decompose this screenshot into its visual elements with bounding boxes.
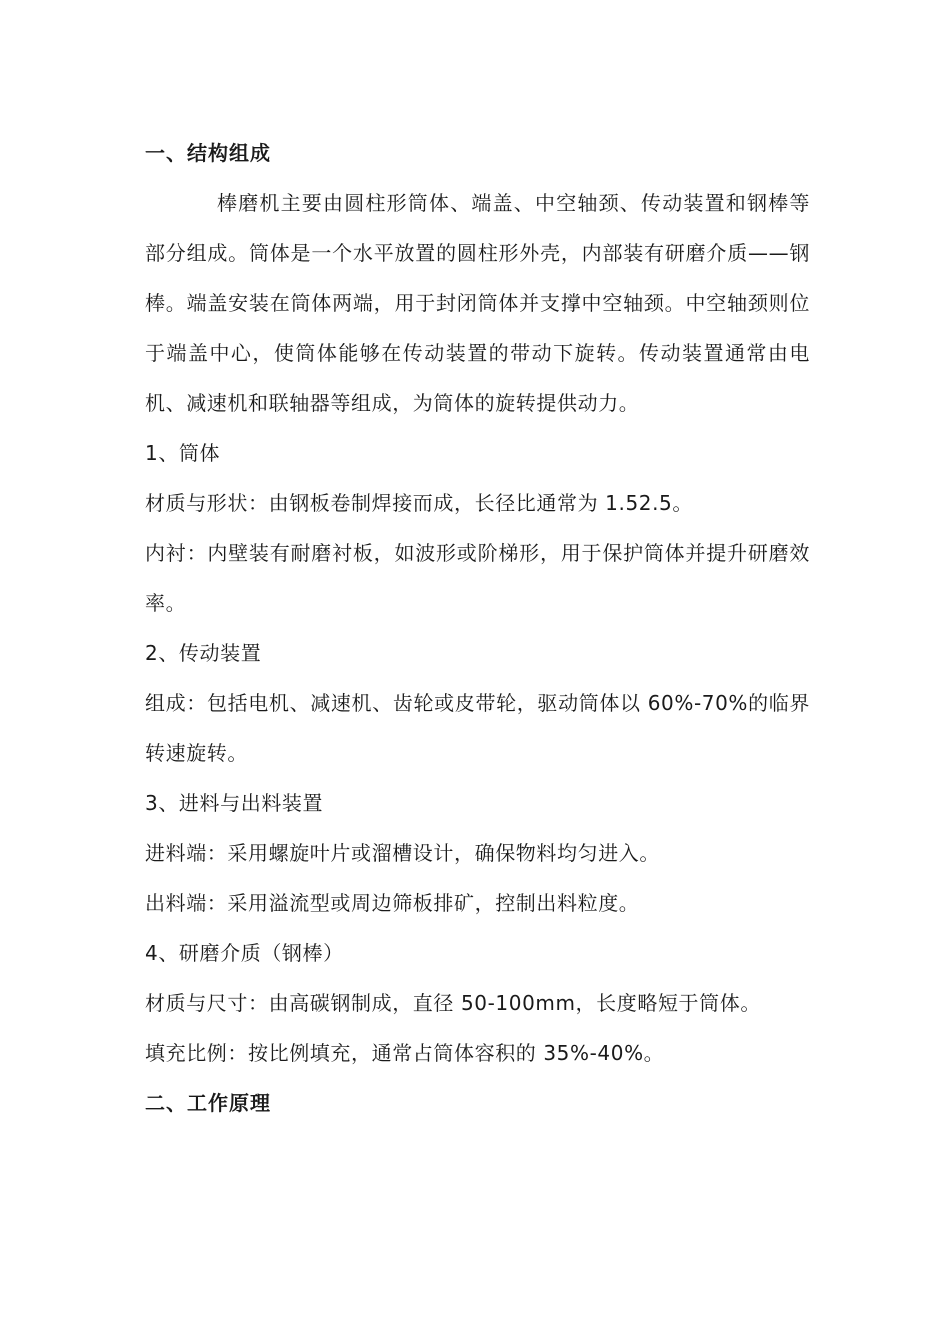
cylinder-lining-paragraph: 内衬：内壁装有耐磨衬板，如波形或阶梯形，用于保护筒体并提升研磨效率。	[145, 541, 810, 615]
intro-paragraph: 棒磨机主要由圆柱形筒体、端盖、中空轴颈、传动装置和钢棒等部分组成。筒体是一个水平放置的圆柱形外壳，内部装有研磨介质——钢棒。端盖安装在筒体两端，用于封闭筒体并支撑中空轴颈。中空轴颈则位于端盖中心，使筒体能够在传动装置的带动下旋转。传动装置通常由电机、减速机和联轴器等组成，为筒体的旋转提供动力。	[145, 191, 810, 415]
section-heading-working-principle: 二、工作原理	[145, 1091, 271, 1115]
subsection-title-drive: 2、传动装置	[145, 641, 262, 665]
feed-end-paragraph: 进料端：采用螺旋叶片或溜槽设计，确保物料均匀进入。	[145, 841, 660, 865]
drive-composition-paragraph: 组成：包括电机、减速机、齿轮或皮带轮，驱动筒体以 60%-70%的临界转速旋转。	[145, 691, 810, 765]
media-fill-ratio-paragraph: 填充比例：按比例填充，通常占筒体容积的 35%-40%。	[145, 1041, 665, 1065]
document-page	[145, 128, 810, 1128]
cylinder-material-paragraph: 材质与形状：由钢板卷制焊接而成，长径比通常为 1.52.5。	[145, 491, 693, 515]
discharge-end-paragraph: 出料端：采用溢流型或周边筛板排矿，控制出料粒度。	[145, 891, 640, 915]
subsection-title-feed-discharge: 3、进料与出料装置	[145, 791, 324, 815]
section-heading-structure: 一、结构组成	[145, 141, 271, 165]
media-material-paragraph: 材质与尺寸：由高碳钢制成，直径 50-100mm，长度略短于筒体。	[145, 991, 761, 1015]
subsection-title-cylinder: 1、筒体	[145, 441, 221, 465]
subsection-title-grinding-media: 4、研磨介质（钢棒）	[145, 941, 344, 965]
